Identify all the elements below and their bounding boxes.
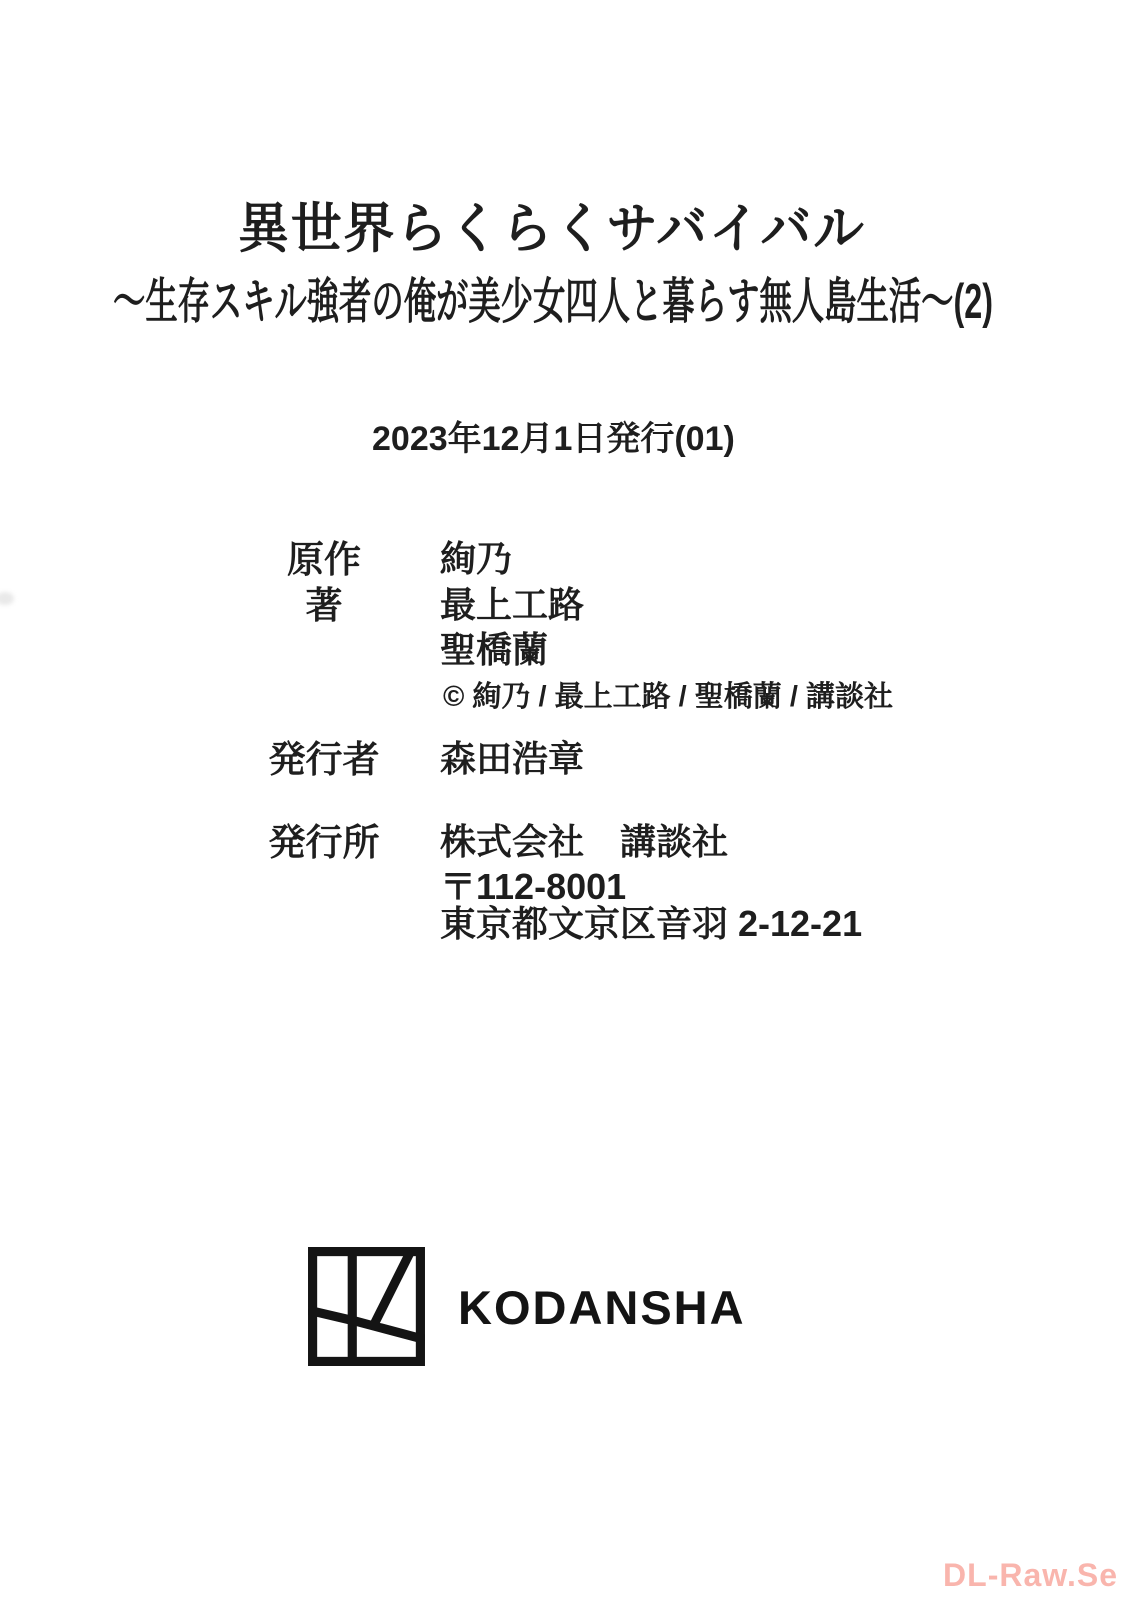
publisher-value: 森田浩章 xyxy=(440,738,585,779)
original-work-value: 絢乃 xyxy=(440,538,513,579)
copyright-line: © 絢乃 / 最上工路 / 聖橋蘭 / 講談社 xyxy=(443,681,893,713)
author-label: 著 xyxy=(305,585,343,626)
watermark-text: DL-Raw.Se xyxy=(943,1557,1118,1593)
page-subtitle: ～生存スキル強者の俺が美少女四人と暮らす無人島生活～(2) xyxy=(112,275,994,329)
address-line: 東京都文京区音羽 2-12-21 xyxy=(440,903,863,944)
publisher-label: 発行者 xyxy=(268,739,380,780)
publishing-office-value: 株式会社 講談社 xyxy=(440,821,729,862)
issue-date: 2023年12月1日発行(01) xyxy=(372,420,735,458)
kodansha-wordmark: KODANSHA xyxy=(458,1281,746,1334)
publishing-office-label: 発行所 xyxy=(268,822,380,863)
author-value-1: 最上工路 xyxy=(440,584,585,625)
postal-code: 〒112-8001 xyxy=(440,866,627,907)
original-work-label: 原作 xyxy=(287,539,361,580)
scan-smudge-artifact xyxy=(0,592,14,605)
page-title: 異世界らくらくサバイバル xyxy=(238,199,866,259)
author-value-2: 聖橋蘭 xyxy=(440,629,549,670)
kodansha-logo-icon xyxy=(308,1247,425,1366)
